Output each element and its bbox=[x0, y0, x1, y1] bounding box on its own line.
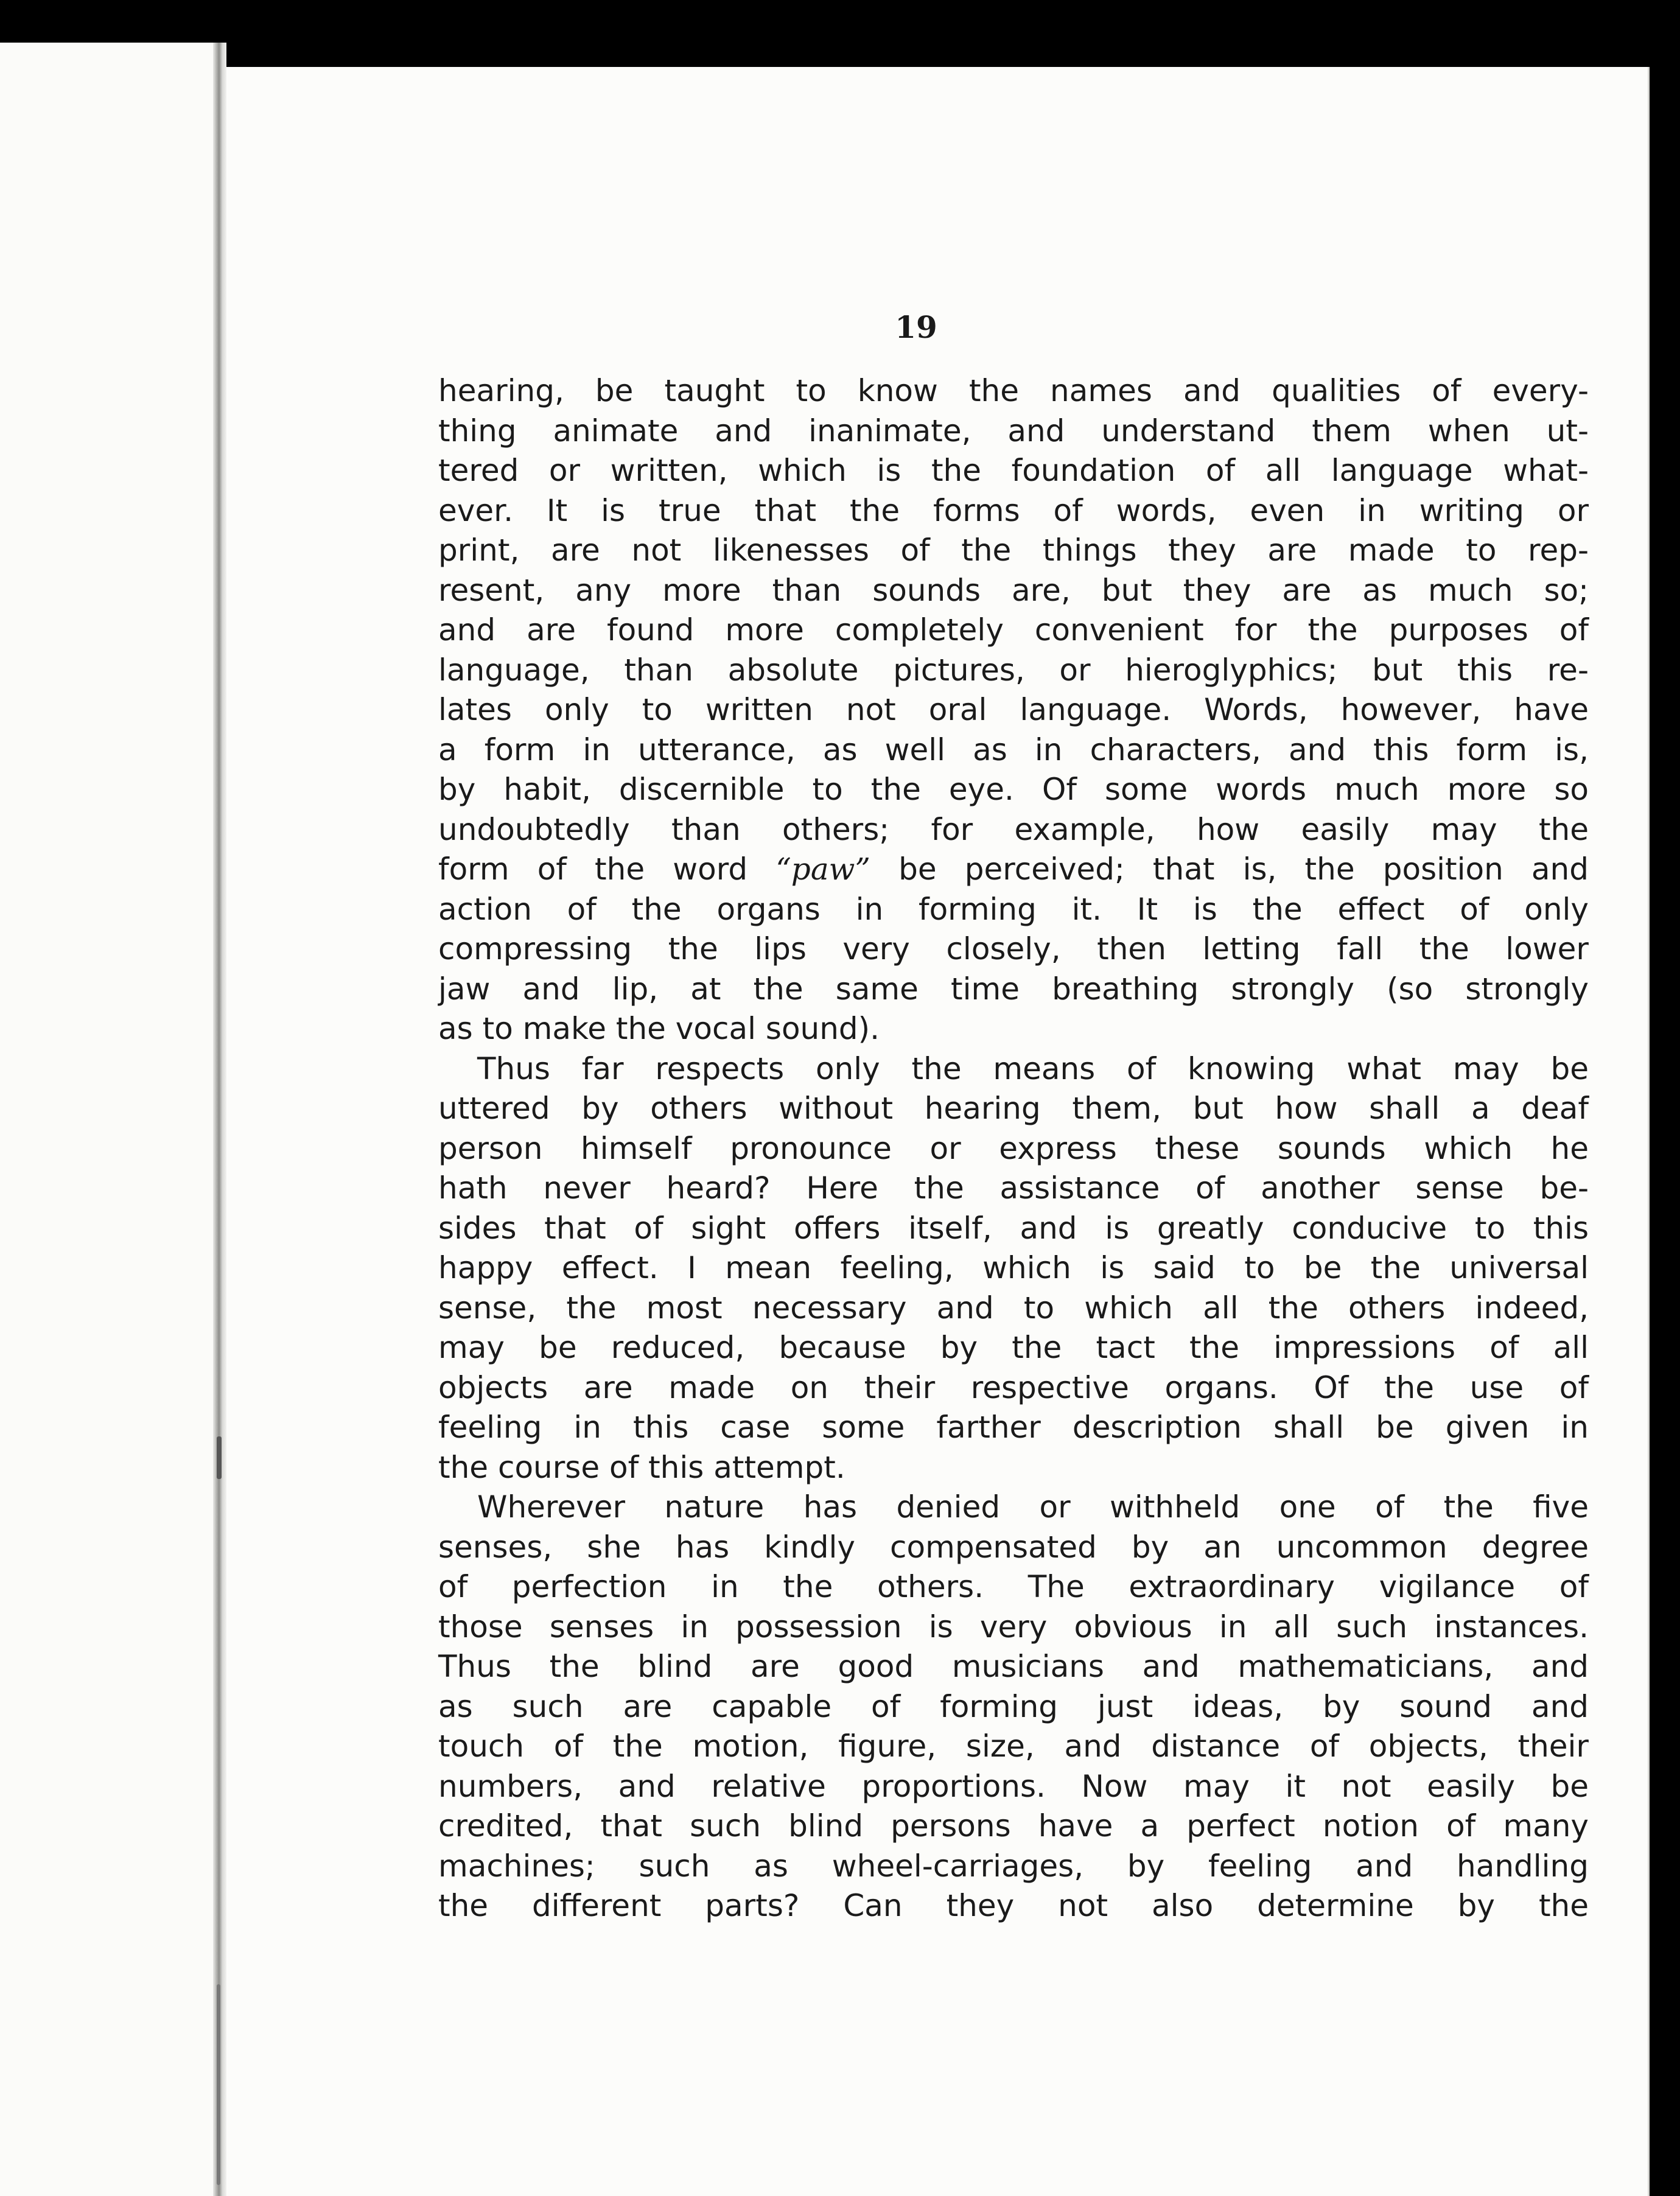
text-line: happy effect. I mean feeling, which is said to be the universal bbox=[438, 1250, 1589, 1285]
text-line: as such are capable of forming just ideas, by sound and bbox=[438, 1688, 1589, 1724]
gutter-mark bbox=[217, 1436, 222, 1479]
text-line: objects are made on their respective organs. Of the use of bbox=[438, 1369, 1589, 1405]
text-segment: be perceived; that is, the position and bbox=[870, 851, 1589, 887]
text-line: Thus the blind are good musicians and mathematicians, and bbox=[438, 1649, 1589, 1684]
text-line: of perfection in the others. The extraordinary vigilance of bbox=[438, 1569, 1589, 1604]
text-line: Wherever nature has denied or withheld one of the five bbox=[477, 1489, 1589, 1525]
text-line: feeling in this case some farther description shall be given in bbox=[438, 1410, 1589, 1445]
text-line: by habit, discernible to the eye. Of some words much more so bbox=[438, 772, 1589, 807]
text-line: machines; such as wheel-carriages, by feeling and handling bbox=[438, 1848, 1589, 1884]
text-line: sense, the most necessary and to which all the others indeed, bbox=[438, 1290, 1589, 1326]
book-page bbox=[226, 67, 1650, 2196]
text-line: numbers, and relative proportions. Now may it not easily be bbox=[438, 1768, 1589, 1804]
paragraph-3 bbox=[438, 1488, 1589, 1926]
text-line: a form in utterance, as well as in characters, and this form is, bbox=[438, 732, 1589, 768]
text-line: lates only to written not oral language. Words, however, have bbox=[438, 692, 1589, 727]
body-text bbox=[438, 371, 1589, 1926]
text-line: the different parts? Can they not also determine by the bbox=[438, 1888, 1589, 1923]
text-line: print, are not likenesses of the things they are made to rep- bbox=[438, 533, 1589, 568]
text-line: undoubtedly than others; for example, how easily may the bbox=[438, 811, 1589, 847]
book-spine-gutter bbox=[213, 43, 226, 2196]
text-line: as to make the vocal sound). bbox=[438, 1011, 880, 1046]
text-line: sides that of sight offers itself, and is greatly conducive to this bbox=[438, 1210, 1589, 1246]
text-line: Thus far respects only the means of knowing what may be bbox=[477, 1051, 1589, 1086]
italic-word: “paw” bbox=[775, 851, 870, 887]
text-line: hath never heard? Here the assistance of another sense be- bbox=[438, 1170, 1589, 1206]
text-segment: form of the word bbox=[438, 851, 776, 887]
text-line bbox=[438, 850, 1589, 890]
text-line: person himself pronounce or express these sounds which he bbox=[438, 1130, 1589, 1166]
text-line: ever. It is true that the forms of words, even in writing or bbox=[438, 492, 1589, 528]
text-line: thing animate and inanimate, and understand them when ut- bbox=[438, 413, 1589, 449]
text-line: uttered by others without hearing them, but how shall a deaf bbox=[438, 1091, 1589, 1126]
text-line: senses, she has kindly compensated by an uncommon degree bbox=[438, 1529, 1589, 1565]
text-line: tered or written, which is the foundation of all language what- bbox=[438, 453, 1589, 488]
facing-page-edge bbox=[0, 43, 220, 2196]
text-line: resent, any more than sounds are, but they are as much so; bbox=[438, 572, 1589, 608]
paragraph-2 bbox=[438, 1049, 1589, 1488]
text-line: and are found more completely convenient for the purposes of bbox=[438, 612, 1589, 648]
text-line: touch of the motion, figure, size, and distance of objects, their bbox=[438, 1729, 1589, 1764]
text-line: action of the organs in forming it. It is the effect of only bbox=[438, 891, 1589, 927]
text-line: compressing the lips very closely, then letting fall the lower bbox=[438, 931, 1589, 967]
text-line: may be reduced, because by the tact the impressions of all bbox=[438, 1330, 1589, 1365]
text-line: those senses in possession is very obvious in all such instances. bbox=[438, 1609, 1589, 1645]
text-line: the course of this attempt. bbox=[438, 1449, 845, 1485]
text-line: language, than absolute pictures, or hieroglyphics; but this re- bbox=[438, 652, 1589, 688]
text-line: jaw and lip, at the same time breathing strongly (so strongly bbox=[438, 971, 1589, 1007]
gutter-mark bbox=[217, 1984, 220, 2185]
paragraph-1 bbox=[438, 371, 1589, 1049]
text-line: hearing, be taught to know the names and qualities of every- bbox=[438, 373, 1589, 408]
text-line: credited, that such blind persons have a perfect notion of many bbox=[438, 1808, 1589, 1844]
page-number: 19 bbox=[895, 309, 937, 345]
scan-border-right bbox=[1650, 67, 1680, 2196]
